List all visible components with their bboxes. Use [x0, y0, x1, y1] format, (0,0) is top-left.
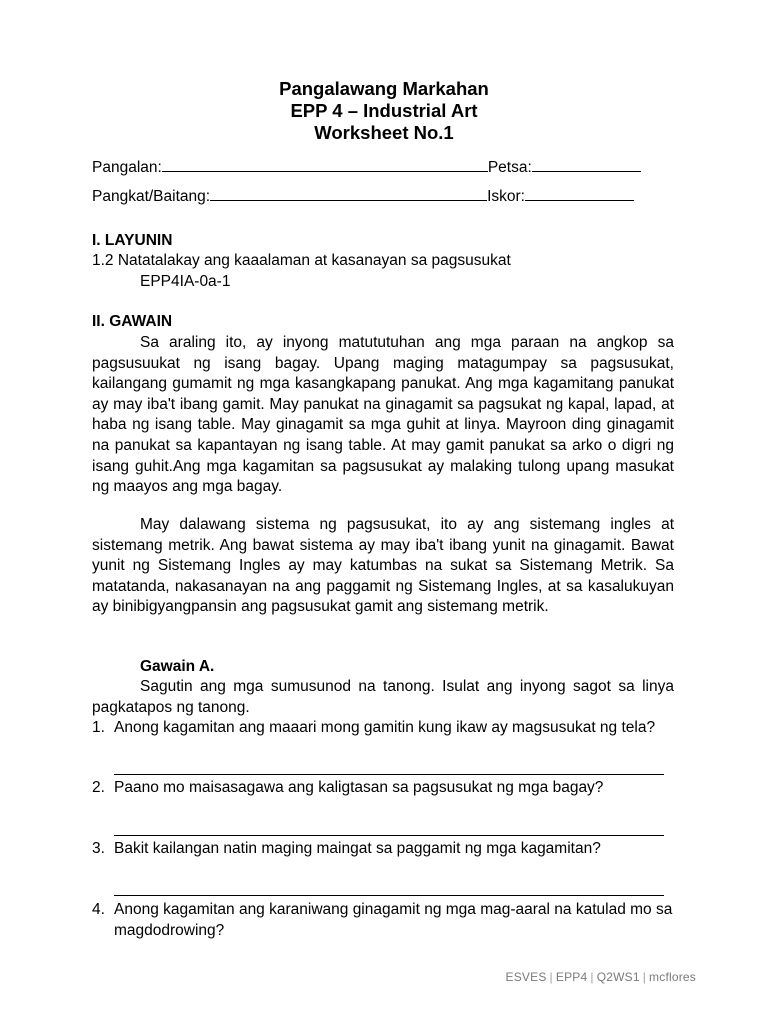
- date-blank[interactable]: [532, 157, 641, 172]
- footer-code: Q2WS1: [596, 970, 640, 984]
- activity-a-title: Gawain A.: [140, 658, 215, 675]
- section-label: Pangkat/Baitang:: [92, 188, 211, 205]
- question-item: [92, 839, 674, 860]
- worksheet-number: Worksheet No.1: [314, 122, 454, 143]
- footer-subject: EPP4: [555, 970, 588, 984]
- page-footer: ESVES | EPP4 | Q2WS1 | mcflores: [505, 970, 696, 984]
- answer-line[interactable]: [114, 774, 664, 775]
- question-number: 4.: [92, 901, 105, 918]
- score-label: Iskor:: [487, 188, 525, 205]
- name-blank[interactable]: [162, 157, 488, 172]
- quarter-title: Pangalawang Markahan: [279, 78, 489, 99]
- question-list: [92, 718, 674, 948]
- objective-heading: I. LAYUNIN: [92, 232, 173, 249]
- lesson-paragraph-2: May dalawang sistema ng pagsusukat, ito ay ang sistemang ingles at sistemang metrik. Ang bawat sistema ay may iba't ibang yunit na ginagamit. Bawat yunit ng Sistemang Ingles ay may katumbas na sukat sa Sistemang Metrik. Sa matatanda, nakasanayan na ang paggamit ng Sistemang Ingles, at sa kasalukuyan ay binibigyangpansin ang pagsusukat gamit ang sistemang metrik.: [92, 516, 674, 616]
- question-text: Bakit kailangan natin maging maingat sa paggamit ng mga kagamitan?: [114, 840, 601, 857]
- question-text: Anong kagamitan ang maaari mong gamitin kung ikaw ay magsusukat ng tela?: [114, 719, 656, 736]
- question-number: 1.: [92, 719, 105, 736]
- question-item: [92, 778, 674, 799]
- question-number: 2.: [92, 779, 105, 796]
- name-date-row: [92, 157, 672, 178]
- competency-code: EPP4IA-0a-1: [140, 273, 231, 290]
- lesson-paragraph-1: Sa araling ito, ay inyong matututuhan ang mga paraan na angkop sa pagsusuukat ng isang bagay. Upang maging matagumpay sa pagsusukat, kailangang gumamit ng mga kasangkapang panukat. Ang mga kagamitang panukat ay may iba't ibang gamit. May panukat na ginagamit sa pagsukat ng kapal, lapad, at haba ng isang table. May ginagamit sa mga guhit at linya. Mayroon ding ginagamit na panukat sa kapantayan ng isang table. At may gamit panukat sa arko o digri ng isang guhit.Ang mga kagamitan sa pagsusukat ay malaking tulong upang masukat ng maayos ang mga bagay.: [92, 334, 674, 496]
- section-score-row: [92, 186, 672, 207]
- objective-text: 1.2 Natatalakay ang kaaalaman at kasanayan sa pagsusukat: [92, 252, 511, 269]
- subject-title: EPP 4 – Industrial Art: [290, 100, 478, 121]
- score-blank[interactable]: [525, 186, 634, 201]
- worksheet-header: [0, 78, 768, 144]
- footer-school: ESVES: [505, 970, 547, 984]
- question-text: Anong kagamitan ang karaniwang ginagamit ng mga mag-aaral na katulad mo sa magdodrowing?: [114, 901, 673, 939]
- answer-line[interactable]: [114, 895, 664, 896]
- question-item: [92, 900, 674, 941]
- question-number: 3.: [92, 840, 105, 857]
- section-blank[interactable]: [210, 186, 487, 201]
- question-item: [92, 718, 674, 739]
- activity-instructions: Sagutin ang mga sumusunod na tanong. Isulat ang inyong sagot sa linya pagkatapos ng tanong.: [92, 678, 674, 716]
- footer-author: mcflores: [649, 970, 696, 984]
- activity-section-heading: II. GAWAIN: [92, 313, 173, 330]
- question-text: Paano mo maisasagawa ang kaligtasan sa pagsusukat ng mga bagay?: [114, 779, 604, 796]
- name-label: Pangalan:: [92, 159, 162, 176]
- date-label: Petsa:: [487, 159, 532, 176]
- answer-line[interactable]: [114, 835, 664, 836]
